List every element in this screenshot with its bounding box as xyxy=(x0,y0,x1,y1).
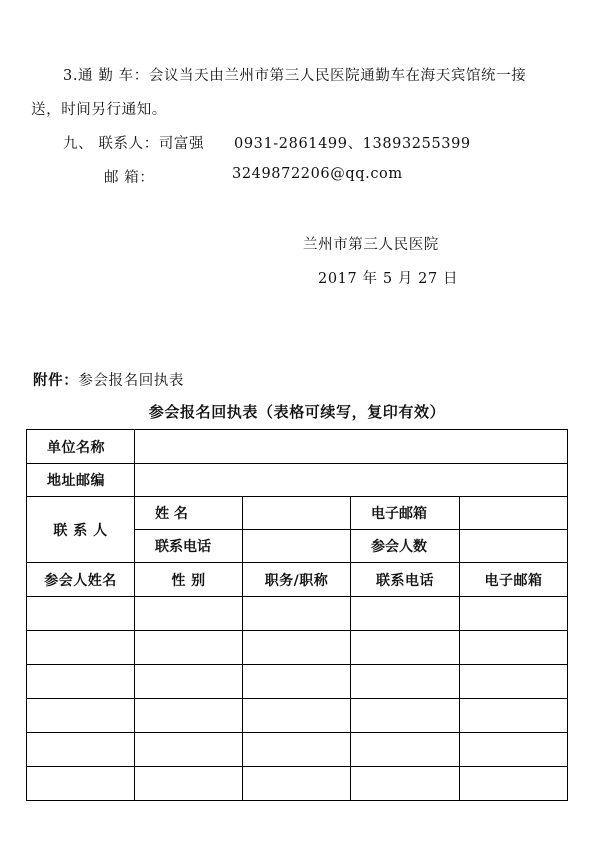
blank-cell[interactable] xyxy=(135,699,243,733)
address-cell[interactable] xyxy=(135,464,568,497)
blank-cell[interactable] xyxy=(460,699,568,733)
attendees-cell[interactable] xyxy=(460,530,568,563)
blank-cell[interactable] xyxy=(351,699,460,733)
column-header: 性 别 xyxy=(135,563,243,597)
blank-cell[interactable] xyxy=(351,733,460,767)
unit-name-label: 单位名称 xyxy=(27,430,135,464)
notice-line-shuttle: 3.通 勤 车：会议当天由兰州市第三人民医院通勤车在海天宾馆统一接 xyxy=(63,68,527,84)
column-header: 电子邮箱 xyxy=(460,563,568,597)
blank-cell[interactable] xyxy=(27,665,135,699)
blank-cell[interactable] xyxy=(27,597,135,631)
registration-form-table xyxy=(26,429,568,801)
attendee-row xyxy=(27,733,568,767)
attachment-line xyxy=(33,369,184,390)
blank-cell[interactable] xyxy=(243,665,351,699)
attachment-name: 参会报名回执表 xyxy=(78,373,185,389)
address-label: 地址邮编 xyxy=(27,464,135,497)
blank-cell[interactable] xyxy=(243,597,351,631)
blank-cell[interactable] xyxy=(460,597,568,631)
contact-phones: 0931-2861499、13893255399 xyxy=(234,136,471,152)
notice-line-shuttle-cont: 送，时间另行通知。 xyxy=(31,102,167,118)
blank-cell[interactable] xyxy=(27,699,135,733)
column-header: 职务/职称 xyxy=(243,563,351,597)
attendee-header-row xyxy=(27,563,568,597)
blank-cell[interactable] xyxy=(135,597,243,631)
attendees-label: 参会人数 xyxy=(351,530,460,563)
phone-cell[interactable] xyxy=(243,530,351,563)
blank-cell[interactable] xyxy=(243,767,351,801)
blank-cell[interactable] xyxy=(351,665,460,699)
address-row xyxy=(27,464,568,497)
column-header: 联系电话 xyxy=(351,563,460,597)
blank-cell[interactable] xyxy=(351,597,460,631)
blank-cell[interactable] xyxy=(351,631,460,665)
attendee-row xyxy=(27,631,568,665)
blank-cell[interactable] xyxy=(135,631,243,665)
blank-cell[interactable] xyxy=(135,733,243,767)
unit-name-row xyxy=(27,430,568,464)
phone-label: 联系电话 xyxy=(135,530,243,563)
blank-cell[interactable] xyxy=(243,733,351,767)
column-header: 参会人姓名 xyxy=(27,563,135,597)
contact-label: 九、 联系人：司富强 xyxy=(63,136,205,152)
blank-cell[interactable] xyxy=(27,631,135,665)
email-label: 邮 箱： xyxy=(104,170,155,186)
attendee-row xyxy=(27,597,568,631)
unit-name-cell[interactable] xyxy=(135,430,568,464)
attachment-label: 附件： xyxy=(33,372,79,389)
signature-date: 2017 年 5 月 27 日 xyxy=(318,271,459,287)
signature-organization: 兰州市第三人民医院 xyxy=(303,237,439,253)
blank-cell[interactable] xyxy=(243,699,351,733)
attendee-row xyxy=(27,699,568,733)
attendee-row xyxy=(27,665,568,699)
contact-row-1 xyxy=(27,497,568,530)
blank-cell[interactable] xyxy=(460,665,568,699)
form-title: 参会报名回执表（表格可续写，复印有效） xyxy=(148,403,446,421)
email-line xyxy=(104,166,403,187)
name-cell[interactable] xyxy=(243,497,351,530)
blank-cell[interactable] xyxy=(135,665,243,699)
blank-cell[interactable] xyxy=(351,767,460,801)
blank-cell[interactable] xyxy=(460,733,568,767)
blank-cell[interactable] xyxy=(243,631,351,665)
contact-person-label: 联 系 人 xyxy=(27,497,135,563)
blank-cell[interactable] xyxy=(135,767,243,801)
contact-line xyxy=(63,132,471,153)
blank-cell[interactable] xyxy=(27,733,135,767)
blank-cell[interactable] xyxy=(460,631,568,665)
blank-cell[interactable] xyxy=(27,767,135,801)
email-label-cell: 电子邮箱 xyxy=(351,497,460,530)
email-value: 3249872206@qq.com xyxy=(232,166,403,182)
email-cell[interactable] xyxy=(460,497,568,530)
blank-cell[interactable] xyxy=(460,767,568,801)
attendee-row xyxy=(27,767,568,801)
name-label: 姓 名 xyxy=(135,497,243,530)
